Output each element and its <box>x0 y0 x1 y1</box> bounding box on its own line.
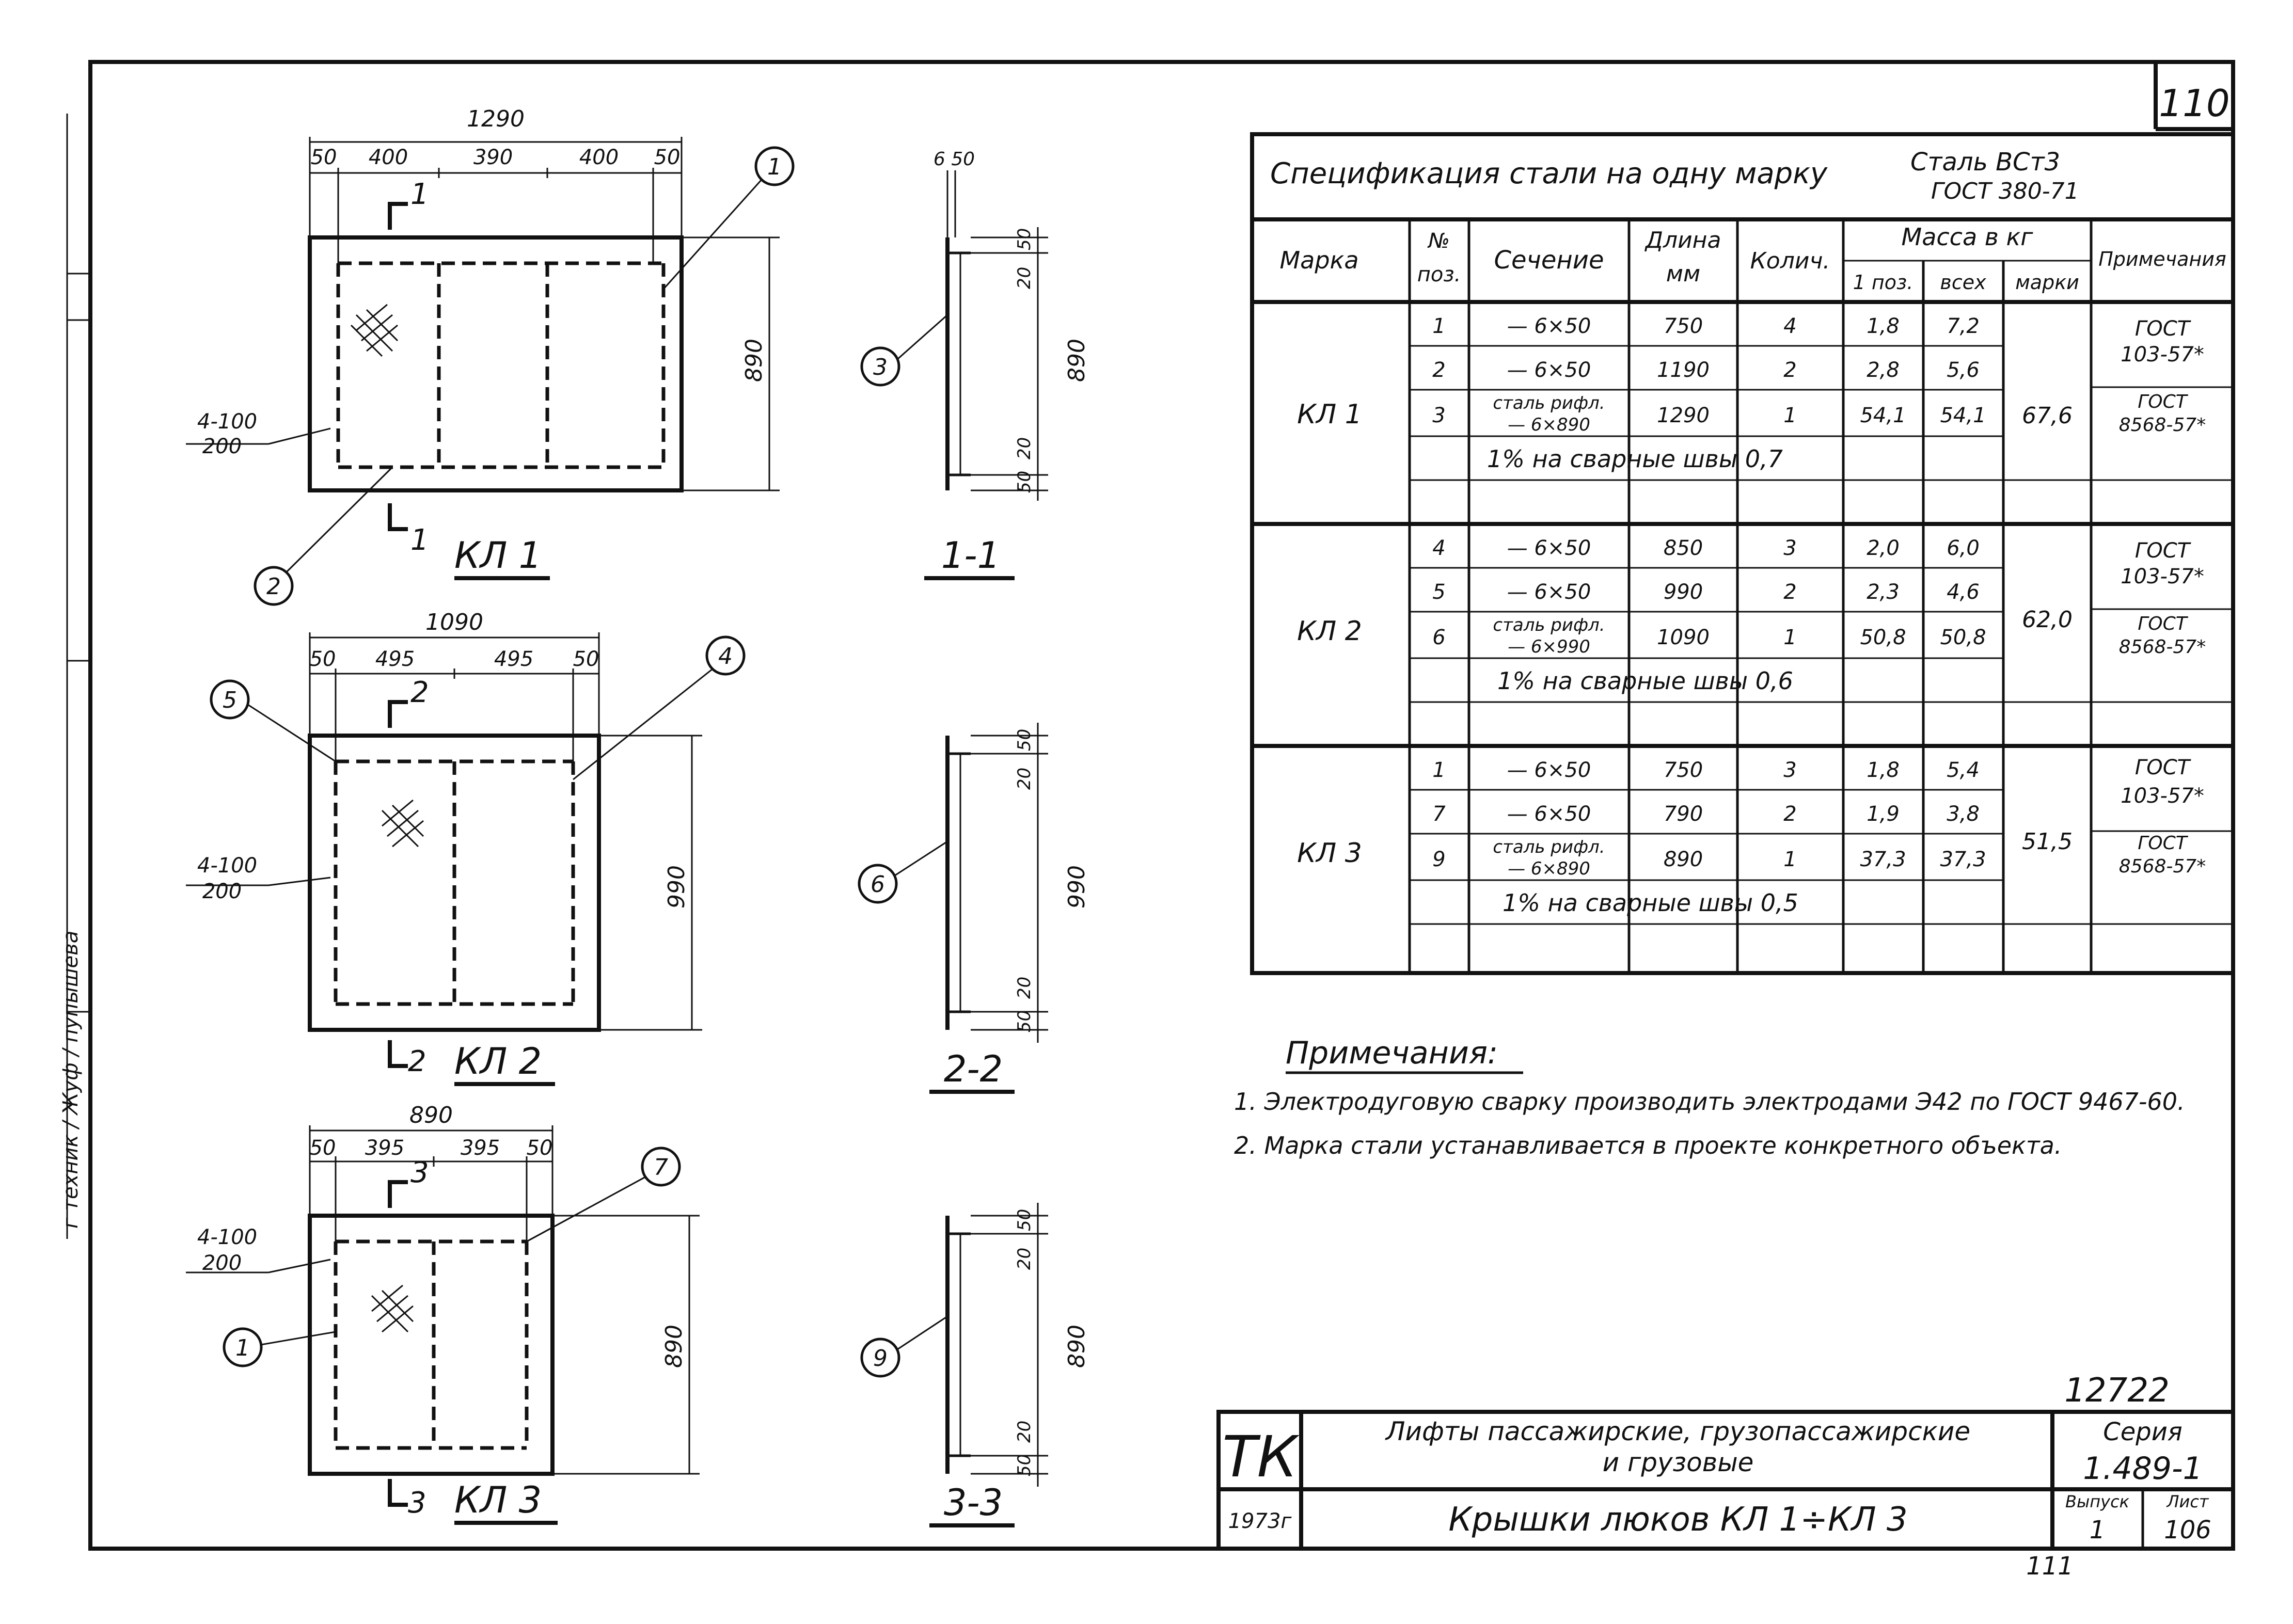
hdr-length-1: Длина <box>1645 227 1721 253</box>
cell-mall: 5,6 <box>1947 358 1980 382</box>
plan-name: КЛ 3 <box>454 1479 542 1521</box>
weld-seam-frame <box>338 263 663 467</box>
dim-height: 990 <box>663 865 690 909</box>
section-dim: 50 <box>1014 470 1035 493</box>
cell-section: — 6×50 <box>1507 580 1591 604</box>
dim-seg: 395 <box>365 1136 405 1160</box>
cell-section-2: — 6×890 <box>1508 415 1590 435</box>
drawing-number: 12722 <box>2064 1372 2170 1410</box>
cell-length: 1090 <box>1657 626 1710 649</box>
cell-section: — 6×50 <box>1507 536 1591 560</box>
cell-m1: 1,9 <box>1867 802 1900 826</box>
tb-year: 1973г <box>1228 1509 1292 1533</box>
cell-length: 750 <box>1663 314 1703 338</box>
tb-series: 1.489-1 <box>2083 1451 2203 1487</box>
cell-length: 890 <box>1663 848 1703 871</box>
section-mark-label: 3 <box>408 1486 426 1520</box>
plan-kl2 <box>186 609 744 1084</box>
section-dim: 20 <box>1014 437 1035 459</box>
callout-number: 9 <box>873 1345 888 1372</box>
section-dim: 20 <box>1014 1420 1035 1443</box>
cell-mall: 54,1 <box>1940 404 1986 427</box>
dim-seg: 495 <box>375 647 415 671</box>
tb-sheet-label: Лист <box>2167 1492 2209 1511</box>
dim-seg: 50 <box>309 647 336 671</box>
cell-pos: 3 <box>1432 404 1446 427</box>
cell-pos: 1 <box>1432 314 1446 338</box>
cell-weld: 1% на сварные швы 0,7 <box>1487 445 1783 473</box>
cell-length: 790 <box>1663 802 1703 826</box>
cell-m1: 2,8 <box>1867 358 1900 382</box>
callout-number: 7 <box>654 1154 668 1181</box>
cell-mall: 50,8 <box>1940 626 1986 649</box>
callout-leader <box>527 1177 645 1241</box>
cell-pos: 2 <box>1432 358 1446 382</box>
page-number: 110 <box>2159 82 2230 125</box>
weld-label-bottom: 200 <box>202 1251 242 1275</box>
callout-leader <box>895 841 947 875</box>
table-row <box>1432 837 1986 879</box>
tb-issue-label: Выпуск <box>2065 1492 2129 1511</box>
section-mark-label: 2 <box>408 1045 426 1078</box>
callout-leader <box>248 705 336 761</box>
cell-pos: 9 <box>1432 848 1446 871</box>
cell-mark-mass: 67,6 <box>2022 403 2073 429</box>
section-height: 990 <box>1064 865 1090 909</box>
tb-org: ТК <box>1222 1424 1298 1490</box>
tb-project-2: и грузовые <box>1602 1447 1754 1477</box>
cell-mall: 5,4 <box>1947 758 1980 782</box>
dim-seg: 495 <box>494 647 534 671</box>
hdr-marka: Марка <box>1279 246 1359 274</box>
spec-mark: КЛ 2 <box>1297 616 1362 647</box>
cell-m1: 1,8 <box>1867 758 1900 782</box>
section-mark-bottom <box>390 503 408 529</box>
cell-section: — 6×50 <box>1507 314 1591 338</box>
dim-overall: 1090 <box>425 609 483 635</box>
cell-mall: 3,8 <box>1947 802 1980 826</box>
cell-pos: 1 <box>1432 758 1446 782</box>
notes-block <box>1234 1035 2185 1159</box>
weld-label-top: 4-100 <box>197 410 258 434</box>
dim-overall: 1290 <box>467 106 525 132</box>
section-top-dim: 6 50 <box>933 149 975 170</box>
weld-seam-frame <box>336 1241 527 1448</box>
section-name: 2-2 <box>943 1048 1003 1090</box>
callout-leader <box>897 1316 947 1349</box>
cell-note: ГОСТ <box>2134 756 2190 779</box>
dim-height: 890 <box>741 339 767 382</box>
cell-qty: 2 <box>1783 580 1797 604</box>
cell-length: 990 <box>1663 580 1703 604</box>
section-mark-label: 2 <box>410 676 429 709</box>
cell-note: ГОСТ <box>2134 539 2190 563</box>
cell-qty: 1 <box>1783 848 1797 871</box>
cell-m1: 54,1 <box>1860 404 1906 427</box>
checker-plate-hatch <box>351 305 398 356</box>
cell-mark-mass: 62,0 <box>2022 607 2073 633</box>
table-row <box>1432 580 1980 604</box>
notes-title: Примечания: <box>1286 1035 1498 1071</box>
callout-number: 2 <box>266 574 281 600</box>
section-dim: 50 <box>1014 728 1035 751</box>
weld-label-leader <box>268 1260 330 1272</box>
cell-section: сталь рифл. <box>1493 837 1605 857</box>
section-mark-label: 3 <box>410 1156 429 1189</box>
table-row <box>1432 802 1980 826</box>
section-2-2 <box>859 723 1090 1092</box>
hdr-pos-1: № <box>1428 229 1450 253</box>
hdr-notes: Примечания <box>2098 248 2226 270</box>
cell-qty: 2 <box>1783 802 1797 826</box>
section-mark-top <box>390 204 408 230</box>
plate-outline <box>310 237 682 490</box>
table-row <box>1432 314 1980 338</box>
section-dim: 50 <box>1014 1208 1035 1231</box>
table-row <box>1432 758 1980 782</box>
cell-note: 8568-57* <box>2118 415 2206 436</box>
dim-seg: 50 <box>310 146 337 169</box>
callout-number: 1 <box>767 154 782 180</box>
callout-leader <box>261 1332 336 1345</box>
tb-drawing-title: Крышки люков КЛ 1÷КЛ 3 <box>1448 1501 1908 1539</box>
title-block <box>1219 1372 2233 1581</box>
plan-kl1 <box>186 106 793 604</box>
tb-issue: 1 <box>2089 1516 2106 1545</box>
section-name: 1-1 <box>941 534 1001 577</box>
section-name: 3-3 <box>943 1482 1003 1524</box>
spec-steel-line2: ГОСТ 380-71 <box>1931 178 2079 204</box>
cell-note: 8568-57* <box>2118 636 2206 658</box>
spec-mark: КЛ 3 <box>1297 838 1362 869</box>
section-mark-top <box>390 702 408 728</box>
hdr-section: Сечение <box>1494 246 1604 275</box>
cell-section: — 6×50 <box>1507 358 1591 382</box>
dim-seg: 50 <box>309 1136 336 1160</box>
tb-bottom-number: 111 <box>2026 1552 2074 1581</box>
section-3-3 <box>862 1203 1090 1525</box>
cell-mall: 7,2 <box>1947 314 1980 338</box>
section-dim: 50 <box>1014 1010 1035 1032</box>
spec-mark: КЛ 1 <box>1297 399 1362 430</box>
cell-length: 1190 <box>1657 358 1710 382</box>
cell-note: 103-57* <box>2121 343 2204 367</box>
cell-pos: 6 <box>1432 626 1446 649</box>
section-dim: 20 <box>1014 266 1035 289</box>
section-dim: 20 <box>1014 767 1035 790</box>
cell-m1: 2,0 <box>1867 536 1900 560</box>
tb-series-label: Серия <box>2103 1418 2183 1446</box>
tb-sheet: 106 <box>2164 1516 2211 1545</box>
section-1-1 <box>862 149 1090 578</box>
hdr-mass-all: всех <box>1940 271 1986 294</box>
tb-project-1: Лифты пассажирские, грузопассажирские <box>1385 1416 1971 1446</box>
cell-section: — 6×50 <box>1507 802 1591 826</box>
plan-name: КЛ 2 <box>454 1040 542 1082</box>
cell-note: ГОСТ <box>2134 317 2190 341</box>
cell-qty: 3 <box>1783 758 1797 782</box>
cell-mall: 4,6 <box>1947 580 1980 604</box>
callout-leader <box>663 180 762 289</box>
section-mark-bottom <box>390 1040 408 1066</box>
hdr-mass-one: 1 поз. <box>1853 271 1914 294</box>
section-mark-bottom <box>390 1479 408 1505</box>
weld-label-top: 4-100 <box>197 1225 258 1249</box>
cell-pos: 7 <box>1432 802 1446 826</box>
hdr-mass-mark: марки <box>2015 271 2079 294</box>
section-dim: 20 <box>1014 1247 1035 1270</box>
cell-qty: 1 <box>1783 626 1797 649</box>
cell-qty: 1 <box>1783 404 1797 427</box>
section-mark-label: 1 <box>410 523 429 557</box>
hdr-mass: Масса в кг <box>1901 223 2033 251</box>
spec-table <box>1252 134 2233 973</box>
cell-mall: 6,0 <box>1947 536 1980 560</box>
section-height: 890 <box>1064 1325 1090 1368</box>
cell-section: сталь рифл. <box>1493 393 1605 413</box>
dim-seg: 400 <box>579 146 619 169</box>
weld-seam-frame <box>336 761 573 1004</box>
table-row <box>1432 393 1986 435</box>
table-row <box>1432 615 1986 657</box>
callout-number: 3 <box>873 354 888 380</box>
cell-mark-mass: 51,5 <box>2022 829 2073 855</box>
dim-seg: 400 <box>368 146 408 169</box>
dim-seg: 390 <box>473 146 513 169</box>
cell-pos: 5 <box>1432 580 1446 604</box>
cell-note: 8568-57* <box>2118 856 2206 877</box>
cell-section: — 6×50 <box>1507 758 1591 782</box>
cell-mall: 37,3 <box>1940 848 1986 871</box>
callout-number: 5 <box>223 687 237 713</box>
weld-label-bottom: 200 <box>202 880 242 903</box>
section-mark-top <box>390 1182 408 1208</box>
hdr-qty: Колич. <box>1750 248 1830 274</box>
weld-label-bottom: 200 <box>202 435 242 458</box>
dim-seg: 50 <box>654 146 681 169</box>
section-dim: 50 <box>1014 228 1035 250</box>
section-dim: 50 <box>1014 1454 1035 1476</box>
cell-m1: 2,3 <box>1867 580 1900 604</box>
cell-weld: 1% на сварные швы 0,5 <box>1503 889 1798 917</box>
weld-label-leader <box>268 878 330 885</box>
cell-length: 1290 <box>1657 404 1710 427</box>
side-stamp: г техник / Жуф / пупышева <box>59 930 83 1229</box>
dim-seg: 395 <box>460 1136 500 1160</box>
cell-section: сталь рифл. <box>1493 615 1605 635</box>
section-height: 890 <box>1064 339 1090 382</box>
cell-qty: 4 <box>1783 314 1797 338</box>
checker-plate-hatch <box>372 1285 413 1332</box>
cell-qty: 2 <box>1783 358 1797 382</box>
table-row <box>1432 358 1980 382</box>
dim-height: 890 <box>661 1325 687 1368</box>
callout-number: 1 <box>235 1335 250 1361</box>
cell-pos: 4 <box>1432 536 1446 560</box>
cell-qty: 3 <box>1783 536 1797 560</box>
cell-note: ГОСТ <box>2138 833 2187 854</box>
cell-note: ГОСТ <box>2138 391 2187 412</box>
section-mark-label: 1 <box>410 178 429 211</box>
cell-note: 103-57* <box>2121 565 2204 588</box>
callout-leader <box>287 467 392 572</box>
cell-note: 103-57* <box>2121 784 2204 808</box>
note-item: 1. Электродуговую сварку производить электродами Э42 по ГОСТ 9467-60. <box>1234 1088 2185 1116</box>
cell-weld: 1% на сварные швы 0,6 <box>1497 667 1793 695</box>
dim-seg: 50 <box>526 1136 553 1160</box>
section-dim: 20 <box>1014 976 1035 999</box>
plate-outline <box>310 1216 552 1474</box>
plan-kl3 <box>186 1102 700 1523</box>
callout-leader <box>897 315 947 359</box>
table-row <box>1432 536 1980 560</box>
checker-plate-hatch <box>382 800 423 847</box>
hdr-length-2: мм <box>1666 261 1701 287</box>
dim-seg: 50 <box>573 647 599 671</box>
spec-title: Спецификация стали на одну марку <box>1270 157 1828 190</box>
plan-name: КЛ 1 <box>454 534 542 577</box>
cell-length: 750 <box>1663 758 1703 782</box>
callout-number: 6 <box>871 871 885 898</box>
cell-length: 850 <box>1663 536 1703 560</box>
weld-label-top: 4-100 <box>197 854 258 878</box>
plate-outline <box>310 736 599 1030</box>
cell-section-2: — 6×990 <box>1508 636 1590 657</box>
callout-number: 4 <box>718 643 733 670</box>
cell-m1: 37,3 <box>1860 848 1906 871</box>
spec-steel-line1: Сталь ВСт3 <box>1910 148 2061 177</box>
weld-label-leader <box>268 428 330 444</box>
note-item: 2. Марка стали устанавливается в проекте конкретного объекта. <box>1234 1132 2062 1159</box>
cell-m1: 50,8 <box>1860 626 1906 649</box>
cell-note: ГОСТ <box>2138 613 2187 634</box>
weld-seam-ribs <box>439 263 547 467</box>
cell-section-2: — 6×890 <box>1508 858 1590 879</box>
cell-m1: 1,8 <box>1867 314 1900 338</box>
hdr-pos-2: поз. <box>1417 263 1461 286</box>
dim-overall: 890 <box>409 1102 453 1128</box>
